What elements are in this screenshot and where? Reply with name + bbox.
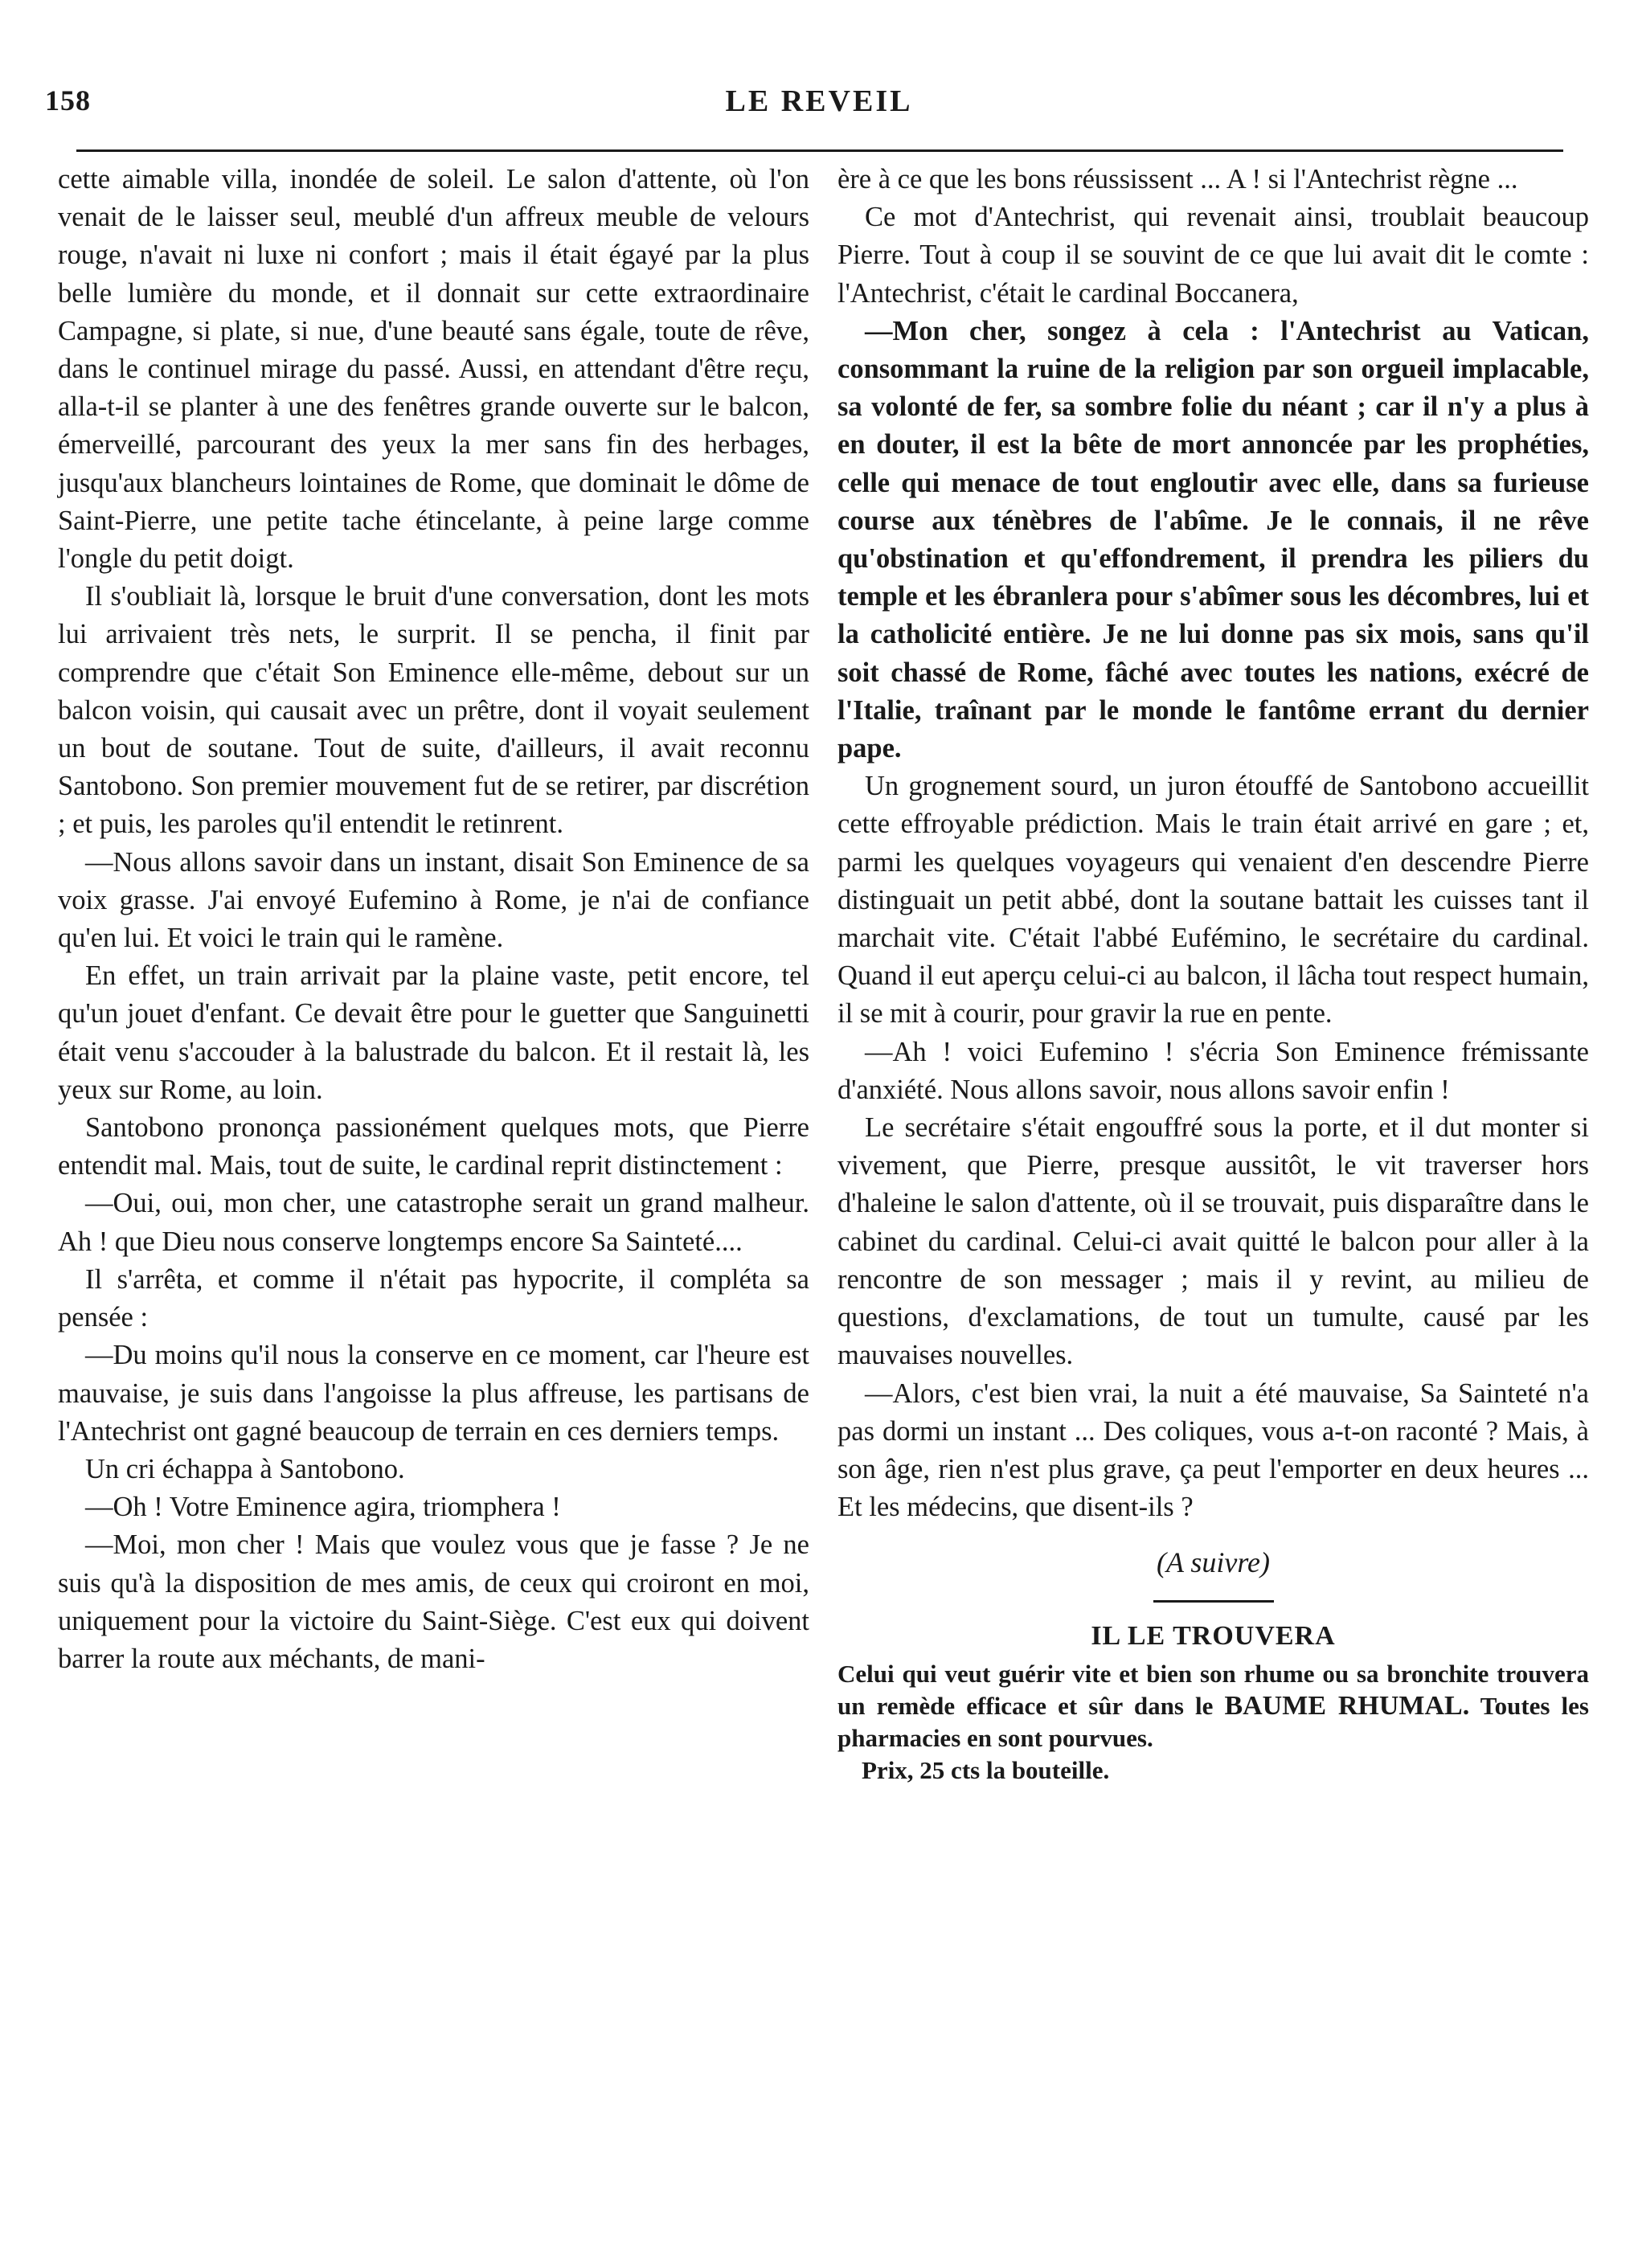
advert-text-end: Toutes les pharmacies en sont pourvues. [837, 1691, 1589, 1752]
paragraph: cette aimable villa, inondée de soleil. Le salon d'attente, où l'on venait de le laisser seul, meublé d'un affreux meuble de velours rouge, n'avait ni luxe ni confort ; mais il était égayé par la plus belle lumière du monde, et il donnait sur cette extraordinaire Campagne, si plate, si nue, d'une beauté sans égale, toute de rêve, dans le continuel mirage du passé. Aussi, en attendant d'être reçu, alla-t-il se planter à une des fenêtres grande ouverte sur le balcon, émerveillé, parcourant des yeux la mer sans fin des herbages, jusqu'aux blancheurs lointaines de Rome, que dominait le dôme de Saint-Pierre, une petite tache étincelante, à peine large comme l'ongle du petit doigt. [58, 164, 809, 575]
paragraph: Un grognement sourd, un juron étouffé de Santobono accueillit cette effroyable prédiction. Mais le train était arrivé en gare ; et, parmi les quelques voyageurs qui venaient d'en descendre Pierre distinguait un petit abbé, dont la soutane battait les cuisses tant il marchait vite. C'était l'abbé Eufémino, le secrétaire du cardinal. Quand il eut aperçu celui-ci au balcon, il lâcha tout respect humain, il se mit à courir, pour gravir la rue en pente. [837, 771, 1589, 1030]
running-title: LE REVEIL [725, 84, 913, 118]
to-be-continued: (A suivre) [1157, 1546, 1270, 1579]
advert-price: Prix, 25 cts la bouteille. [862, 1755, 1110, 1784]
advert-body [837, 1658, 1589, 1754]
paragraph: Santobono prononça passionément quelques mots, que Pierre entendit mal. Mais, tout de suite, le cardinal reprit distinctement : [58, 1112, 809, 1181]
paragraph: —Alors, c'est bien vrai, la nuit a été mauvaise, Sa Sainteté n'a pas dormi un instant ... Des coliques, vous a-t-on raconté ? Mais, à son âge, rien n'est plus grave, ça peut l'emporter en deux heures ... Et les médecins, que disent-ils ? [837, 1378, 1589, 1523]
header-rule [76, 149, 1563, 152]
paragraph: En effet, un train arrivait par la plaine vaste, petit encore, tel qu'un jouet d'enfant. Ce devait être pour le guetter que Sanguinetti était venu s'accouder à la balustrade du balcon. Et il restait là, les yeux sur Rome, au loin. [58, 960, 809, 1105]
page-number: 158 [45, 84, 91, 117]
right-column [837, 161, 1589, 1787]
paragraph: Il s'arrêta, et comme il n'était pas hypocrite, il compléta sa pensée : [58, 1263, 809, 1333]
paragraph: —Nous allons savoir dans un instant, disait Son Eminence de sa voix grasse. J'ai envoyé Eufemino à Rome, je n'ai de confiance qu'en lui. Et voici le train qui le ramène. [58, 846, 809, 954]
paragraph: —Ah ! voici Eufemino ! s'écria Son Eminence frémissante d'anxiété. Nous allons savoir, nous allons savoir enfin ! [837, 1036, 1589, 1105]
advert-title: IL LE TROUVERA [1091, 1620, 1336, 1651]
right-column-text [837, 161, 1589, 1526]
paragraph: Ce mot d'Antechrist, qui revenait ainsi, troublait beaucoup Pierre. Tout à coup il se souvint de ce que lui avait dit le comte : l'Antechrist, c'était le cardinal Boccanera, [837, 202, 1589, 309]
paragraph: Il s'oubliait là, lorsque le bruit d'une conversation, dont les mots lui arrivaient très nets, le surprit. Il se pencha, il finit par comprendre que c'était Son Eminence elle-même, debout sur un balcon voisin, qui causait avec un prêtre, dont il voyait seulement un bout de soutane. Tout de suite, d'ailleurs, il avait reconnu Santobono. Son premier mouvement fut de se retirer, par discrétion ; et puis, les paroles qu'il entendit le retinrent. [58, 581, 809, 840]
paragraph: —Oh ! Votre Eminence agira, triomphera ! [85, 1492, 561, 1523]
paragraph: Un cri échappa à Santobono. [85, 1453, 405, 1484]
paragraph: —Du moins qu'il nous la conserve en ce moment, car l'heure est mauvaise, je suis dans l'angoisse la plus affreuse, les partisans de l'Antechrist ont gagné beaucoup de terrain en ces derniers temps. [58, 1340, 809, 1447]
paragraph: —Moi, mon cher ! Mais que voulez vous que je fasse ? Je ne suis qu'à la disposition de mes amis, de ceux qui croiront en moi, uniquement pour la victoire du Saint-Siège. C'est eux qui doivent barrer la route aux méchants, de mani- [58, 1529, 809, 1674]
paragraph: ère à ce que les bons réussissent ... A ! si l'Antechrist règne ... [837, 164, 1518, 194]
section-rule [1153, 1600, 1274, 1603]
advert-text-start: Celui qui veut guérir vite et bien son rhume ou sa bronchite trouvera un remède efficace et sûr dans le [837, 1659, 1589, 1720]
paragraph: —Oui, oui, mon cher, une catastrophe serait un grand malheur. Ah ! que Dieu nous conserve longtemps encore Sa Sainteté.... [58, 1188, 809, 1257]
page-header [45, 84, 1593, 132]
advert-brand: BAUME RHUMAL. [1224, 1690, 1470, 1721]
paragraph: —Mon cher, songez à cela : l'Antechrist au Vatican, consommant la ruine de la religion par son orgueil implacable, sa volonté de fer, sa sombre folie du néant ; car il n'y a plus à en douter, il est la bête de mort annoncée par les prophéties, celle qui menace de tout engloutir avec elle, dans sa furieuse course aux ténèbres de l'abîme. Je le connais, il ne rêve qu'obstination et qu'effondrement, il prendra les piliers du temple et les ébranlera pour s'abîmer sous les décombres, lui et la catholicité entière. Je ne lui donne pas six mois, sans qu'il soit chassé de Rome, fâché avec toutes les nations, exécré de l'Italie, traînant par le monde le fantôme errant du dernier pape. [837, 315, 1589, 764]
left-column [58, 161, 809, 1678]
paragraph: Le secrétaire s'était engouffré sous la porte, et il dut monter si vivement, que Pierre, presque aussitôt, le vit traverser hors d'haleine le salon d'attente, où il se trouvait, puis disparaître dans le cabinet du cardinal. Celui-ci avait quitté le balcon pour aller à la rencontre de son messager ; mais il y revint, au milieu de questions, d'exclamations, de tout un tumulte, causé par les mauvaises nouvelles. [837, 1112, 1589, 1371]
